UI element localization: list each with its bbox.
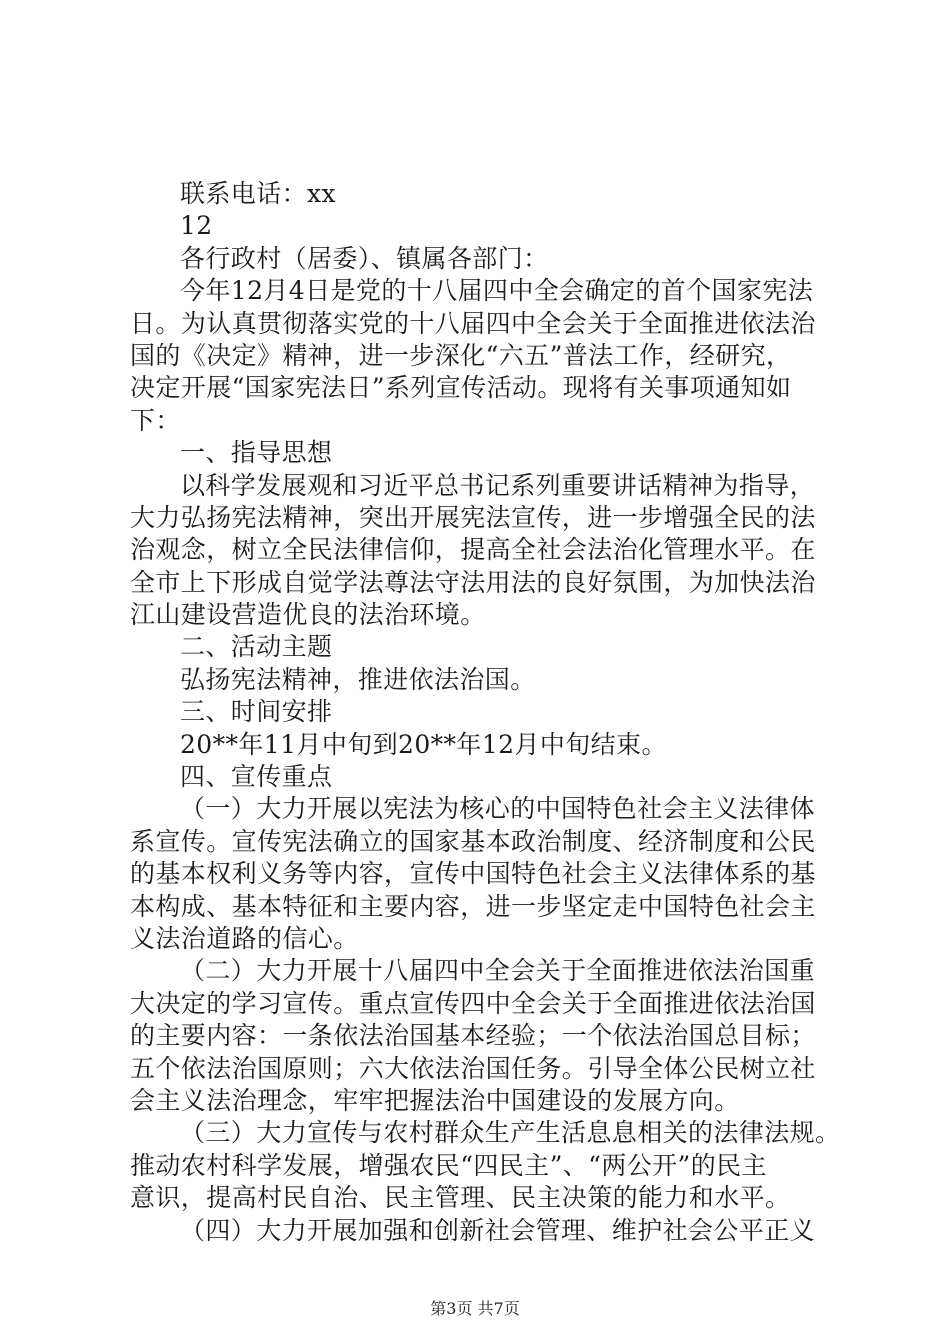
text-line: 下： — [130, 405, 181, 435]
text-line: 弘扬宪法精神，推进依法治国。 — [180, 664, 536, 694]
text-line: （四）大力开展加强和创新社会管理、维护社会公平正义 — [180, 1215, 816, 1245]
text-line: 以科学发展观和习近平总书记系列重要讲话精神为指导， — [180, 470, 816, 500]
text-line: 今年12月4日是党的十八届四中全会确定的首个国家宪法 — [180, 276, 814, 306]
text-line: （一）大力开展以宪法为核心的中国特色社会主义法律体 — [180, 794, 816, 824]
text-line: 20**年11月中旬到20**年12月中旬结束。 — [180, 729, 667, 759]
text-line: 五个依法治国原则；六大依法治国任务。引导全体公民树立社 — [130, 1053, 816, 1083]
text-line: 全市上下形成自觉学法尊法守法用法的良好氛围，为加快法治 — [130, 567, 816, 597]
text-line: 决定开展“国家宪法日”系列宣传活动。现将有关事项通知如 — [130, 373, 792, 403]
text-line: 治观念，树立全民法律信仰，提高全社会法治化管理水平。在 — [130, 535, 816, 565]
text-line: 国的《决定》精神，进一步深化“六五”普法工作，经研究， — [130, 340, 792, 370]
text-line: 大力弘扬宪法精神，突出开展宪法宣传，进一步增强全民的法 — [130, 502, 816, 532]
text-line: 系宣传。宣传宪法确立的国家基本政治制度、经济制度和公民 — [130, 826, 816, 856]
text-line: 义法治道路的信心。 — [130, 923, 359, 953]
text-line: 意识，提高村民自治、民主管理、民主决策的能力和水平。 — [130, 1183, 791, 1213]
text-line: 三、时间安排 — [180, 697, 333, 727]
text-line: 日。为认真贯彻落实党的十八届四中全会关于全面推进依法治 — [130, 308, 816, 338]
text-line: 12 — [180, 211, 213, 241]
text-line: 的主要内容：一条依法治国基本经验；一个依法治国总目标； — [130, 1021, 816, 1051]
text-line: 四、宣传重点 — [180, 762, 333, 792]
document-body — [130, 178, 840, 1247]
text-line: 大决定的学习宣传。重点宣传四中全会关于全面推进依法治国 — [130, 988, 816, 1018]
text-line: 推动农村科学发展，增强农民“四民主”、“两公开”的民主 — [130, 1150, 767, 1180]
text-line: 各行政村（居委）、镇属各部门： — [180, 243, 549, 273]
text-line: 二、活动主题 — [180, 632, 333, 662]
text-line: 本构成、基本特征和主要内容，进一步坚定走中国特色社会主 — [130, 891, 816, 921]
text-line: 江山建设营造优良的法治环境。 — [130, 600, 486, 630]
page-footer: 第3页 共7页 — [430, 1299, 520, 1318]
text-line: 的基本权利义务等内容，宣传中国特色社会主义法律体系的基 — [130, 859, 816, 889]
text-line: 会主义法治理念，牢牢把握法治中国建设的发展方向。 — [130, 1085, 740, 1115]
text-line: （三）大力宣传与农村群众生产生活息息相关的法律法规。 — [180, 1118, 840, 1148]
text-line: 一、指导思想 — [180, 438, 333, 468]
text-line: （二）大力开展十八届四中全会关于全面推进依法治国重 — [180, 956, 816, 986]
text-line: 联系电话：xx — [180, 179, 336, 208]
